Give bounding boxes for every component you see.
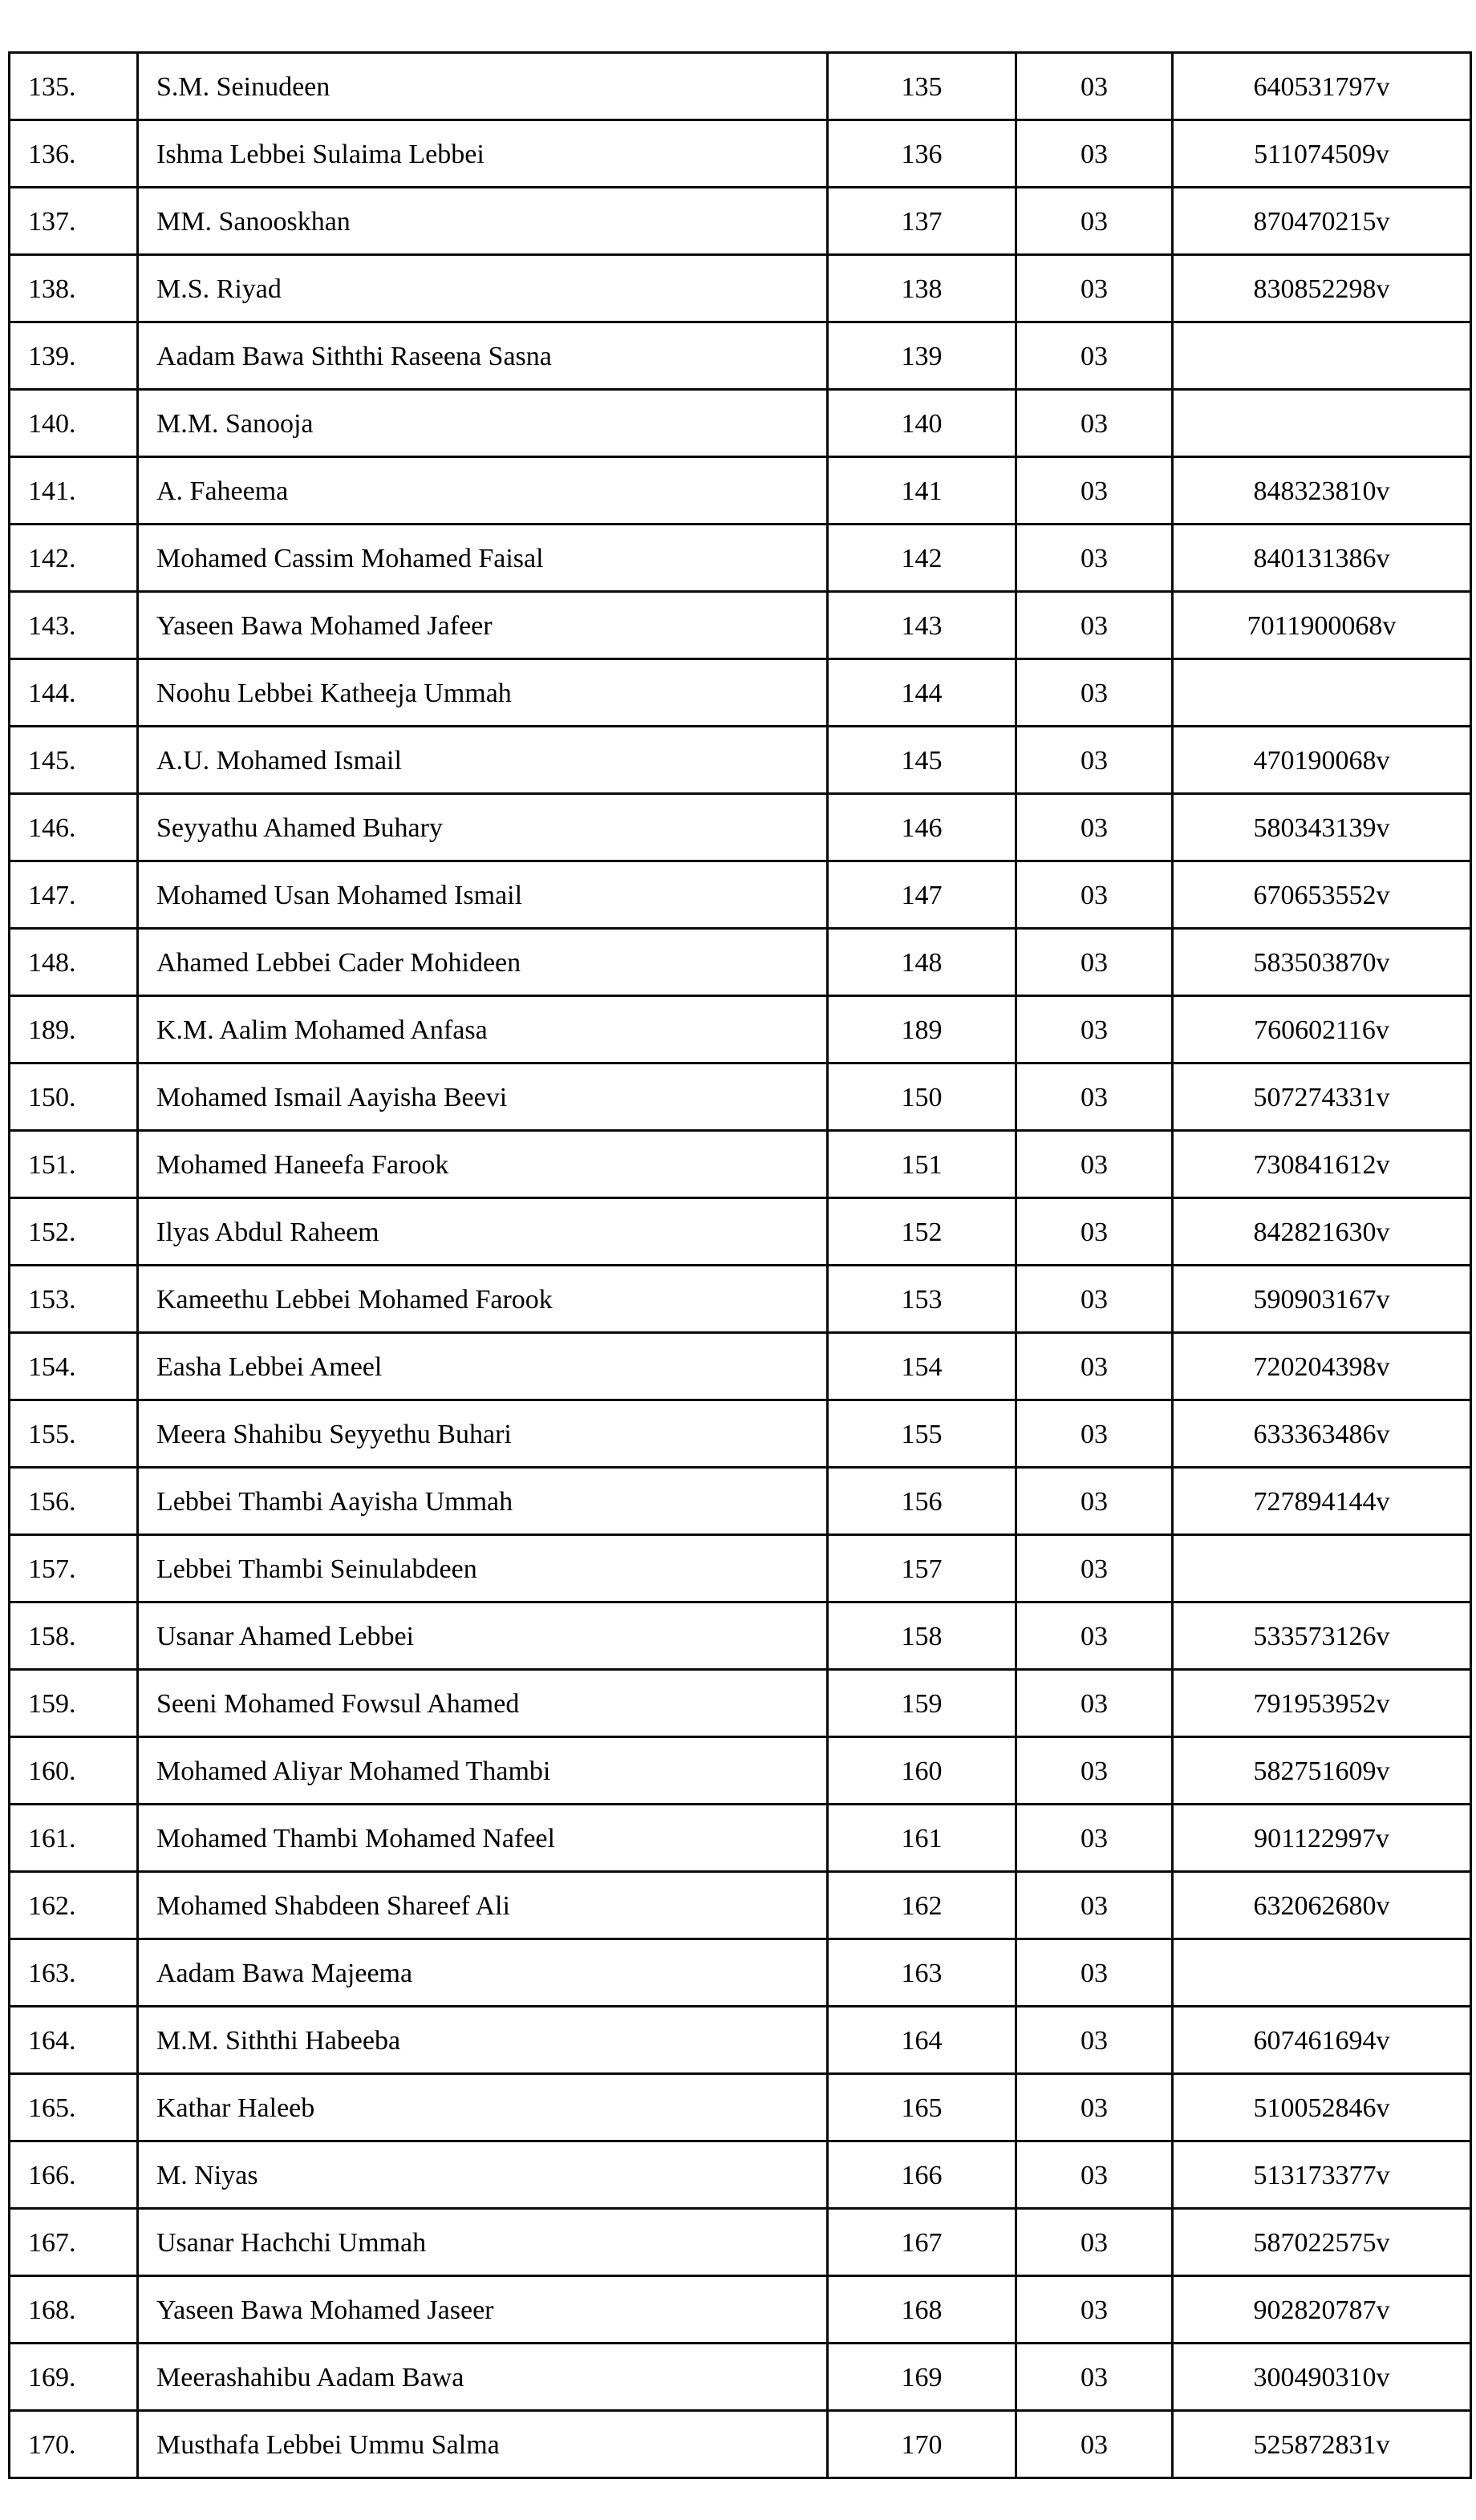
serial-number-cell: 138 — [828, 255, 1016, 322]
nic-number-cell: 583503870v — [1173, 929, 1471, 996]
table-row — [10, 1535, 1471, 1602]
name-cell: Noohu Lebbei Katheeja Ummah — [138, 659, 828, 727]
name-cell: Meerashahibu Aadam Bawa — [138, 2344, 828, 2411]
nic-number-cell: 580343139v — [1173, 794, 1471, 861]
name-cell: Ahamed Lebbei Cader Mohideen — [138, 929, 828, 996]
grade-cell: 03 — [1016, 1872, 1173, 1939]
row-number-cell: 135. — [10, 53, 138, 120]
serial-number-cell: 143 — [828, 592, 1016, 659]
table-row — [10, 322, 1471, 390]
name-cell: Mohamed Shabdeen Shareef Ali — [138, 1872, 828, 1939]
name-cell: Aadam Bawa Siththi Raseena Sasna — [138, 322, 828, 390]
nic-number-cell: 870470215v — [1173, 188, 1471, 255]
table-row — [10, 996, 1471, 1064]
name-cell: MM. Sanooskhan — [138, 188, 828, 255]
nic-number-cell: 791953952v — [1173, 1670, 1471, 1737]
row-number-cell: 141. — [10, 457, 138, 525]
row-number-cell: 161. — [10, 1805, 138, 1872]
serial-number-cell: 167 — [828, 2209, 1016, 2276]
name-cell: Musthafa Lebbei Ummu Salma — [138, 2411, 828, 2478]
table-row — [10, 525, 1471, 592]
name-cell: Mohamed Usan Mohamed Ismail — [138, 861, 828, 929]
table-row — [10, 1266, 1471, 1333]
grade-cell: 03 — [1016, 1670, 1173, 1737]
nic-number-cell: 720204398v — [1173, 1333, 1471, 1400]
grade-cell: 03 — [1016, 53, 1173, 120]
table-row — [10, 53, 1471, 120]
table-row — [10, 794, 1471, 861]
grade-cell: 03 — [1016, 2007, 1173, 2074]
row-number-cell: 154. — [10, 1333, 138, 1400]
row-number-cell: 151. — [10, 1131, 138, 1198]
table-row — [10, 592, 1471, 659]
grade-cell: 03 — [1016, 1400, 1173, 1468]
nic-number-cell: 842821630v — [1173, 1198, 1471, 1266]
grade-cell: 03 — [1016, 1333, 1173, 1400]
nic-number-cell — [1173, 659, 1471, 727]
name-cell: Lebbei Thambi Aayisha Ummah — [138, 1468, 828, 1535]
serial-number-cell: 166 — [828, 2141, 1016, 2209]
name-cell: Seeni Mohamed Fowsul Ahamed — [138, 1670, 828, 1737]
table-row — [10, 1602, 1471, 1670]
row-number-cell: 156. — [10, 1468, 138, 1535]
table-row — [10, 1872, 1471, 1939]
grade-cell: 03 — [1016, 1198, 1173, 1266]
nic-number-cell: 510052846v — [1173, 2074, 1471, 2141]
row-number-cell: 166. — [10, 2141, 138, 2209]
table-row — [10, 1333, 1471, 1400]
serial-number-cell: 140 — [828, 390, 1016, 457]
nic-number-cell: 470190068v — [1173, 727, 1471, 794]
grade-cell: 03 — [1016, 1131, 1173, 1198]
serial-number-cell: 155 — [828, 1400, 1016, 1468]
table-row — [10, 1400, 1471, 1468]
serial-number-cell: 170 — [828, 2411, 1016, 2478]
nic-number-cell: 848323810v — [1173, 457, 1471, 525]
serial-number-cell: 147 — [828, 861, 1016, 929]
grade-cell: 03 — [1016, 188, 1173, 255]
row-number-cell: 139. — [10, 322, 138, 390]
table-row — [10, 1805, 1471, 1872]
serial-number-cell: 163 — [828, 1939, 1016, 2007]
name-cell: A.U. Mohamed Ismail — [138, 727, 828, 794]
serial-number-cell: 136 — [828, 120, 1016, 188]
table-row — [10, 1198, 1471, 1266]
name-cell: K.M. Aalim Mohamed Anfasa — [138, 996, 828, 1064]
name-cell: Kameethu Lebbei Mohamed Farook — [138, 1266, 828, 1333]
grade-cell: 03 — [1016, 861, 1173, 929]
row-number-cell: 165. — [10, 2074, 138, 2141]
name-cell: S.M. Seinudeen — [138, 53, 828, 120]
nic-number-cell: 525872831v — [1173, 2411, 1471, 2478]
grade-cell: 03 — [1016, 457, 1173, 525]
grade-cell: 03 — [1016, 390, 1173, 457]
table-row — [10, 727, 1471, 794]
row-number-cell: 155. — [10, 1400, 138, 1468]
table-row — [10, 2411, 1471, 2478]
grade-cell: 03 — [1016, 2209, 1173, 2276]
nic-number-cell: 727894144v — [1173, 1468, 1471, 1535]
grade-cell: 03 — [1016, 659, 1173, 727]
row-number-cell: 153. — [10, 1266, 138, 1333]
row-number-cell: 158. — [10, 1602, 138, 1670]
row-number-cell: 167. — [10, 2209, 138, 2276]
table-row — [10, 120, 1471, 188]
serial-number-cell: 158 — [828, 1602, 1016, 1670]
nic-number-cell: 633363486v — [1173, 1400, 1471, 1468]
grade-cell: 03 — [1016, 2141, 1173, 2209]
grade-cell: 03 — [1016, 120, 1173, 188]
serial-number-cell: 156 — [828, 1468, 1016, 1535]
nic-number-cell: 590903167v — [1173, 1266, 1471, 1333]
serial-number-cell: 165 — [828, 2074, 1016, 2141]
name-cell: Usanar Hachchi Ummah — [138, 2209, 828, 2276]
serial-number-cell: 162 — [828, 1872, 1016, 1939]
name-cell: Usanar Ahamed Lebbei — [138, 1602, 828, 1670]
grade-cell: 03 — [1016, 727, 1173, 794]
table-row — [10, 2344, 1471, 2411]
grade-cell: 03 — [1016, 2411, 1173, 2478]
row-number-cell: 145. — [10, 727, 138, 794]
table-row — [10, 390, 1471, 457]
row-number-cell: 169. — [10, 2344, 138, 2411]
table-row — [10, 1468, 1471, 1535]
table-row — [10, 861, 1471, 929]
row-number-cell: 138. — [10, 255, 138, 322]
grade-cell: 03 — [1016, 1939, 1173, 2007]
grade-cell: 03 — [1016, 592, 1173, 659]
row-number-cell: 144. — [10, 659, 138, 727]
row-number-cell: 189. — [10, 996, 138, 1064]
row-number-cell: 160. — [10, 1737, 138, 1805]
name-cell: Mohamed Thambi Mohamed Nafeel — [138, 1805, 828, 1872]
register-table — [8, 51, 1472, 2479]
name-cell: Ilyas Abdul Raheem — [138, 1198, 828, 1266]
table-row — [10, 1131, 1471, 1198]
grade-cell: 03 — [1016, 929, 1173, 996]
row-number-cell: 143. — [10, 592, 138, 659]
table-row — [10, 255, 1471, 322]
row-number-cell: 162. — [10, 1872, 138, 1939]
name-cell: Easha Lebbei Ameel — [138, 1333, 828, 1400]
row-number-cell: 163. — [10, 1939, 138, 2007]
nic-number-cell — [1173, 390, 1471, 457]
grade-cell: 03 — [1016, 2344, 1173, 2411]
nic-number-cell: 830852298v — [1173, 255, 1471, 322]
table-row — [10, 929, 1471, 996]
nic-number-cell — [1173, 1535, 1471, 1602]
serial-number-cell: 146 — [828, 794, 1016, 861]
nic-number-cell: 640531797v — [1173, 53, 1471, 120]
table-row — [10, 659, 1471, 727]
nic-number-cell: 533573126v — [1173, 1602, 1471, 1670]
name-cell: Seyyathu Ahamed Buhary — [138, 794, 828, 861]
nic-number-cell: 670653552v — [1173, 861, 1471, 929]
name-cell: Aadam Bawa Majeema — [138, 1939, 828, 2007]
row-number-cell: 152. — [10, 1198, 138, 1266]
serial-number-cell: 137 — [828, 188, 1016, 255]
grade-cell: 03 — [1016, 1805, 1173, 1872]
serial-number-cell: 160 — [828, 1737, 1016, 1805]
table-row — [10, 2209, 1471, 2276]
table-row — [10, 2074, 1471, 2141]
name-cell: Mohamed Aliyar Mohamed Thambi — [138, 1737, 828, 1805]
nic-number-cell: 901122997v — [1173, 1805, 1471, 1872]
table-row — [10, 457, 1471, 525]
serial-number-cell: 141 — [828, 457, 1016, 525]
table-row — [10, 2276, 1471, 2344]
serial-number-cell: 153 — [828, 1266, 1016, 1333]
serial-number-cell: 144 — [828, 659, 1016, 727]
table-row — [10, 2141, 1471, 2209]
row-number-cell: 148. — [10, 929, 138, 996]
nic-number-cell — [1173, 322, 1471, 390]
name-cell: A. Faheema — [138, 457, 828, 525]
serial-number-cell: 151 — [828, 1131, 1016, 1198]
row-number-cell: 170. — [10, 2411, 138, 2478]
nic-number-cell: 760602116v — [1173, 996, 1471, 1064]
serial-number-cell: 154 — [828, 1333, 1016, 1400]
name-cell: M. Niyas — [138, 2141, 828, 2209]
nic-number-cell — [1173, 1939, 1471, 2007]
nic-number-cell: 513173377v — [1173, 2141, 1471, 2209]
row-number-cell: 140. — [10, 390, 138, 457]
nic-number-cell: 607461694v — [1173, 2007, 1471, 2074]
row-number-cell: 150. — [10, 1064, 138, 1131]
nic-number-cell: 511074509v — [1173, 120, 1471, 188]
nic-number-cell: 582751609v — [1173, 1737, 1471, 1805]
row-number-cell: 157. — [10, 1535, 138, 1602]
nic-number-cell: 300490310v — [1173, 2344, 1471, 2411]
serial-number-cell: 189 — [828, 996, 1016, 1064]
name-cell: Ishma Lebbei Sulaima Lebbei — [138, 120, 828, 188]
serial-number-cell: 148 — [828, 929, 1016, 996]
row-number-cell: 164. — [10, 2007, 138, 2074]
serial-number-cell: 152 — [828, 1198, 1016, 1266]
row-number-cell: 168. — [10, 2276, 138, 2344]
nic-number-cell: 632062680v — [1173, 1872, 1471, 1939]
nic-number-cell: 507274331v — [1173, 1064, 1471, 1131]
grade-cell: 03 — [1016, 996, 1173, 1064]
grade-cell: 03 — [1016, 1266, 1173, 1333]
grade-cell: 03 — [1016, 525, 1173, 592]
serial-number-cell: 142 — [828, 525, 1016, 592]
serial-number-cell: 135 — [828, 53, 1016, 120]
grade-cell: 03 — [1016, 1737, 1173, 1805]
row-number-cell: 137. — [10, 188, 138, 255]
table-row — [10, 1064, 1471, 1131]
name-cell: Lebbei Thambi Seinulabdeen — [138, 1535, 828, 1602]
nic-number-cell: 730841612v — [1173, 1131, 1471, 1198]
grade-cell: 03 — [1016, 1535, 1173, 1602]
table-row — [10, 1670, 1471, 1737]
grade-cell: 03 — [1016, 2074, 1173, 2141]
table-row — [10, 1939, 1471, 2007]
name-cell: Yaseen Bawa Mohamed Jaseer — [138, 2276, 828, 2344]
serial-number-cell: 145 — [828, 727, 1016, 794]
nic-number-cell: 7011900068v — [1173, 592, 1471, 659]
table-row — [10, 2007, 1471, 2074]
grade-cell: 03 — [1016, 255, 1173, 322]
name-cell: M.M. Siththi Habeeba — [138, 2007, 828, 2074]
row-number-cell: 147. — [10, 861, 138, 929]
serial-number-cell: 159 — [828, 1670, 1016, 1737]
table-row — [10, 1737, 1471, 1805]
grade-cell: 03 — [1016, 322, 1173, 390]
register-table-body — [10, 53, 1471, 2478]
name-cell: Yaseen Bawa Mohamed Jafeer — [138, 592, 828, 659]
nic-number-cell: 902820787v — [1173, 2276, 1471, 2344]
nic-number-cell: 587022575v — [1173, 2209, 1471, 2276]
serial-number-cell: 164 — [828, 2007, 1016, 2074]
name-cell: M.M. Sanooja — [138, 390, 828, 457]
table-row — [10, 188, 1471, 255]
serial-number-cell: 168 — [828, 2276, 1016, 2344]
row-number-cell: 142. — [10, 525, 138, 592]
serial-number-cell: 157 — [828, 1535, 1016, 1602]
name-cell: Mohamed Haneefa Farook — [138, 1131, 828, 1198]
grade-cell: 03 — [1016, 1064, 1173, 1131]
name-cell: Mohamed Ismail Aayisha Beevi — [138, 1064, 828, 1131]
row-number-cell: 146. — [10, 794, 138, 861]
nic-number-cell: 840131386v — [1173, 525, 1471, 592]
serial-number-cell: 161 — [828, 1805, 1016, 1872]
name-cell: Meera Shahibu Seyyethu Buhari — [138, 1400, 828, 1468]
grade-cell: 03 — [1016, 1602, 1173, 1670]
name-cell: M.S. Riyad — [138, 255, 828, 322]
row-number-cell: 136. — [10, 120, 138, 188]
grade-cell: 03 — [1016, 794, 1173, 861]
serial-number-cell: 169 — [828, 2344, 1016, 2411]
serial-number-cell: 139 — [828, 322, 1016, 390]
serial-number-cell: 150 — [828, 1064, 1016, 1131]
row-number-cell: 159. — [10, 1670, 138, 1737]
grade-cell: 03 — [1016, 1468, 1173, 1535]
name-cell: Kathar Haleeb — [138, 2074, 828, 2141]
grade-cell: 03 — [1016, 2276, 1173, 2344]
name-cell: Mohamed Cassim Mohamed Faisal — [138, 525, 828, 592]
